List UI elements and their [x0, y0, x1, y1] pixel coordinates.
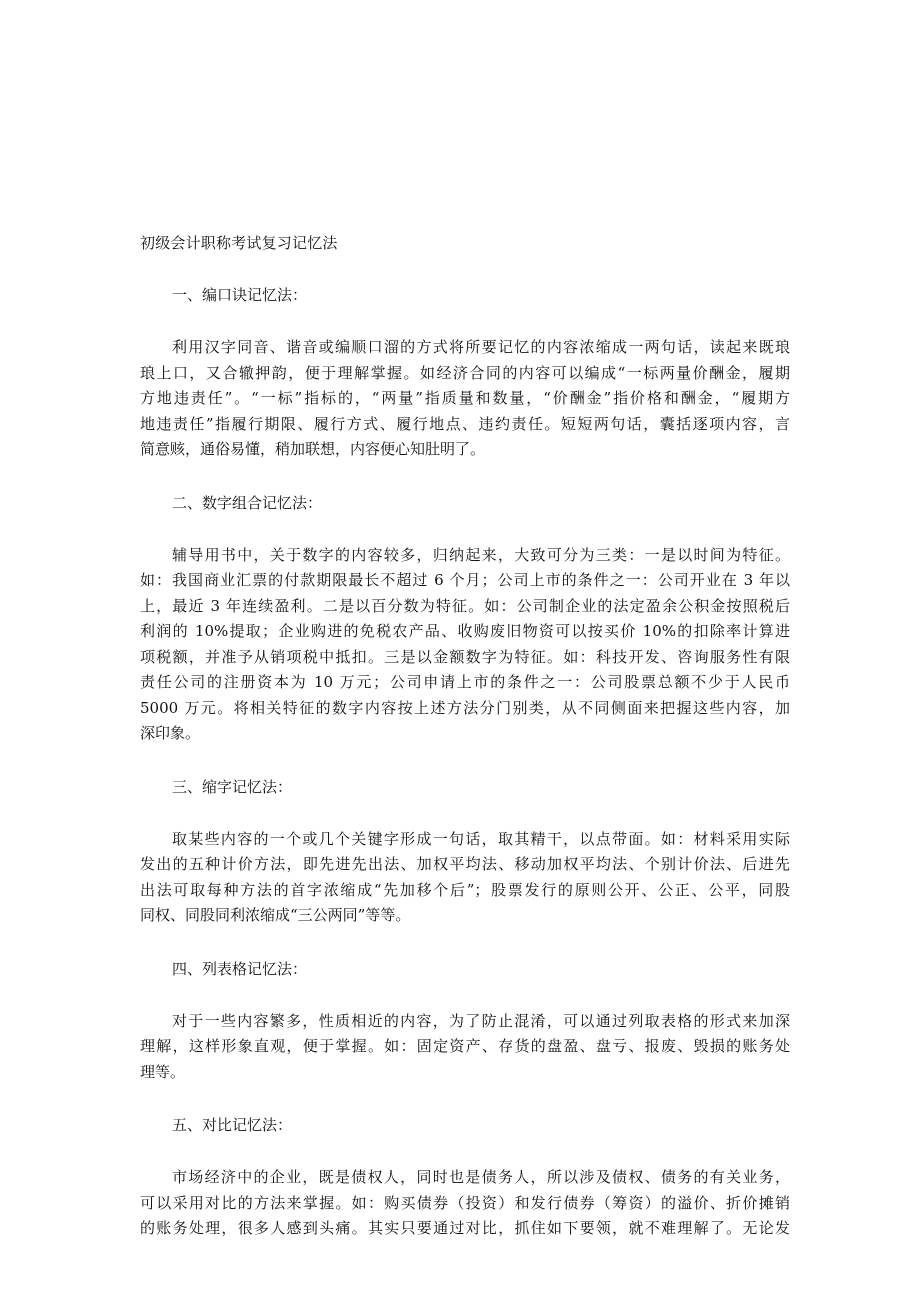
paragraph-line: 利用汉字同音、谐音或编顺口溜的方式将所要记忆的内容浓缩成一两句话，读起来既琅 [172, 338, 790, 356]
section-heading: 三、缩字记忆法： [172, 777, 293, 796]
paragraph-line: 取某些内容的一个或几个关键字形成一句话，取其精干，以点带面。如：材料采用实际 [172, 829, 790, 848]
paragraph-line: 深印象。 [140, 724, 201, 742]
paragraph-line: 利润的 10%提取；企业购进的免税农产品、收购废旧物资可以按买价 10%的扣除率计算进 [140, 622, 790, 640]
section-3 [140, 775, 790, 929]
paragraph-line: 对于一些内容繁多，性质相近的内容，为了防止混淆，可以通过列取表格的形式来加深 [172, 1011, 790, 1030]
paragraph-line: 项税额，并准予从销项税中抵扣。三是以金额数字为特征。如：科技开发、咨询服务性有限 [140, 647, 790, 666]
paragraph-line: 责任公司的注册资本为 10 万元；公司申请上市的条件之一：公司股票总额不少于人民币 [140, 673, 790, 691]
section-heading: 一、编口诀记忆法： [172, 286, 308, 304]
paragraph-line: 辅导用书中，关于数字的内容较多，归纳起来，大致可分为三类：一是以时间为特征。 [172, 545, 790, 564]
paragraph-line: 方地违责任”。“一标”指标的，“两量”指质量和数量，“价酬金”指价格和酬金，“履期方 [140, 389, 790, 407]
paragraph-line: 简意赅，通俗易懂，稍加联想，内容便心知肚明了。 [140, 440, 486, 458]
section-heading: 四、列表格记忆法： [172, 959, 308, 978]
paragraph-line: 发出的五种计价方法，即先进先出法、加权平均法、移动加权平均法、个别计价法、后进先 [140, 855, 790, 873]
section-paragraph [140, 827, 790, 929]
paragraph-line: 理等。 [140, 1062, 186, 1081]
document-body [140, 231, 790, 1242]
section-heading: 五、对比记忆法： [172, 1116, 293, 1134]
paragraph-line: 上，最近 3 年连续盈利。二是以百分数为特征。如：公司制企业的法定盈余公积金按照税后 [140, 596, 790, 615]
paragraph-line: 出法可取每种方法的首字浓缩成“先加移个后”；股票发行的原则公开、公正、公平，同股 [140, 880, 790, 899]
paragraph-line: 理解，这样形象直观，便于掌握。如：固定资产、存货的盘盈、盘亏、报废、毁损的账务处 [140, 1037, 790, 1055]
paragraph-line: 5000 万元。将相关特征的数字内容按上述方法分门别类，从不同侧面来把握这些内容，加 [140, 698, 790, 717]
document-title: 初级会计职称考试复习记忆法 [140, 234, 338, 252]
section-paragraph [140, 335, 790, 463]
section-paragraph [140, 1009, 790, 1086]
section-paragraph [140, 1165, 790, 1242]
paragraph-line: 的账务处理，很多人感到头痛。其实只要通过对比，抓住如下要领，就不难理解了。无论发 [140, 1219, 790, 1237]
section-1 [140, 283, 790, 463]
section-paragraph [140, 543, 790, 747]
section-4 [140, 957, 790, 1086]
section-2 [140, 491, 790, 747]
paragraph-line: 琅上口，又合辙押韵，便于理解掌握。如经济合同的内容可以编成“一标两量价酬金，履期 [140, 363, 790, 382]
paragraph-line: 市场经济中的企业，既是债权人，同时也是债务人，所以涉及债权、债务的有关业务， [172, 1168, 790, 1186]
paragraph-line: 可以采用对比的方法来掌握。如：购买债券（投资）和发行债券（筹资）的溢价、折价摊销 [140, 1193, 790, 1212]
section-5 [140, 1113, 790, 1242]
section-heading: 二、数字组合记忆法： [172, 493, 323, 512]
paragraph-line: 同权、同股同利浓缩成“三公两同”等等。 [140, 906, 411, 924]
paragraph-line: 地违责任”指履行期限、履行方式、履行地点、违约责任。短短两句话，囊括逐项内容，言 [140, 414, 790, 433]
paragraph-line: 如：我国商业汇票的付款期限最长不超过 6 个月；公司上市的条件之一：公司开业在 3 年以 [140, 571, 790, 589]
